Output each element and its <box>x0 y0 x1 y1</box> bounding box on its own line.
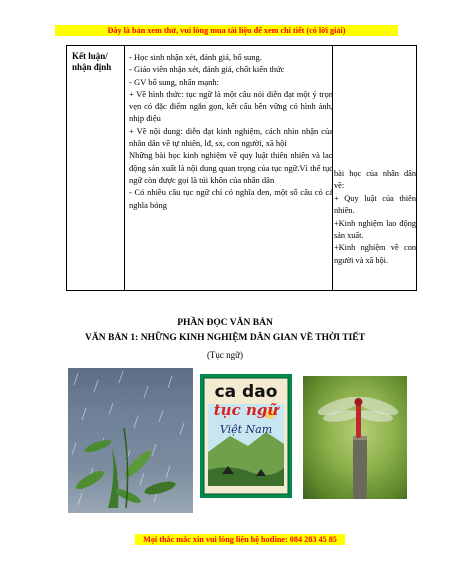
conclusion-content <box>129 51 333 211</box>
content-line: - Có nhiều câu tục ngữ chỉ có nghĩa đen, một số câu có cả nghĩa bóng <box>129 187 333 210</box>
conclusion-label: Kết luận/ nhận định <box>72 51 112 72</box>
content-line: + Về nội dung: diễn đạt kinh nghiệm, cách nhìn nhận của nhân dân về tự nhiên, lđ, sx, con người, xã hội <box>129 125 333 149</box>
lesson-table <box>66 45 417 291</box>
lesson-summary <box>334 168 416 267</box>
text-title: VĂN BẢN 1: NHỮNG KINH NGHIỆM DÂN GIAN VỀ THỜI TIẾT <box>85 333 365 343</box>
text-subtitle: (Tục ngữ) <box>206 350 244 360</box>
content-line: + Về hình thức: tục ngữ là một câu nói diễn đạt một ý trọn vẹn có đặc điểm ngắn gọn, kết cấu bền vững có hình ảnh, nhịp điệu <box>129 88 333 124</box>
summary-line: +Kinh nghiệm về con người và xã hội. <box>334 243 416 265</box>
hotline-banner: Mọi thắc mắc xin vui lòng liên hệ hotline: 084 283 45 85 <box>135 534 345 545</box>
section-heading: PHẦN ĐỌC VĂN BẢN <box>177 318 273 328</box>
content-line: Những bài học kinh nghiệm về quy luật thiên nhiên và lao động sản xuất là nội dung quan trọng của tục ngữ.Vì thế tục ngữ còn được gọi là túi khôn của nhân dân <box>129 150 333 185</box>
rain-leaves-image <box>68 368 193 513</box>
dragonfly-photo <box>303 376 407 499</box>
summary-line: bài học của nhân dân về: <box>334 169 416 191</box>
summary-line: +Kinh nghiệm lao động sản xuất. <box>334 218 416 241</box>
content-line: - Giáo viên nhận xét, đánh giá, chốt kiến thức <box>129 64 285 75</box>
book-title-line-3: Việt Nam <box>219 423 273 436</box>
content-line: - Học sinh nhận xét, đánh giá, bổ sung. <box>129 52 262 62</box>
table-divider <box>124 46 125 290</box>
book-title-line-2: tục ngữ <box>213 401 279 419</box>
summary-line: + Quy luật của thiên nhiên. <box>334 193 416 216</box>
book-title-line-1: ca dao <box>214 382 278 402</box>
folk-verse-book-cover <box>200 374 292 498</box>
content-line: - GV bổ sung, nhấn mạnh: <box>129 76 220 87</box>
preview-notice-banner: Đây là bản xem thử, vui lòng mua tài liệu để xem chi tiết (có lời giải) <box>55 25 398 36</box>
